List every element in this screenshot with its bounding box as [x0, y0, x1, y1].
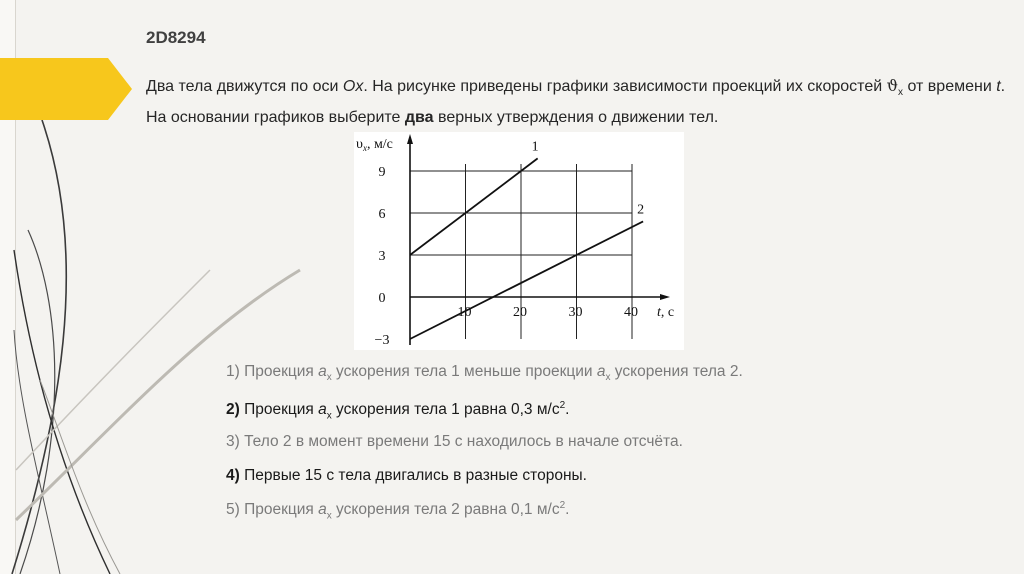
option-text: ускорения тела 2.: [610, 363, 743, 380]
y-tick-label: −3: [374, 333, 390, 348]
emphasis-two: два: [404, 109, 434, 127]
option-text: 3) Тело 2 в момент времени 15 с находилось в начале отсчёта.: [226, 433, 683, 450]
task-text-part: . На основании графиков выберите: [146, 78, 1006, 127]
option-number: 4): [226, 467, 240, 484]
chart-labels: [356, 137, 674, 348]
x-axis-label: t, с: [657, 305, 675, 320]
velocity-chart: [354, 132, 684, 350]
accel-subscript: x: [326, 410, 332, 422]
option-text: ускорения тела 1 равна 0,3 м/с: [331, 401, 560, 419]
velocity-symbol: ϑ: [886, 76, 899, 95]
option-3: [226, 433, 683, 451]
velocity-subscript: x: [898, 87, 904, 99]
x-tick-label: 10: [457, 305, 472, 320]
option-text: .: [565, 501, 570, 519]
series-label-2: 2: [637, 202, 645, 218]
task-id: 2D8294: [146, 28, 206, 47]
option-5: [226, 500, 569, 521]
y-axis-arrow: [407, 134, 413, 144]
option-text: .: [565, 401, 570, 419]
option-text: Проекция: [244, 501, 319, 519]
option-text: ускорения тела 1 меньше проекции: [331, 363, 597, 380]
task-text-part: Два тела движутся по оси: [146, 78, 343, 95]
accent-arrow: [0, 58, 132, 120]
option-text: Проекция: [239, 401, 319, 419]
option-4: [226, 467, 587, 485]
task-text-part: верных утверждения о движении тел.: [433, 109, 719, 127]
option-text: ускорения тела 2 равна 0,1 м/с: [331, 501, 560, 519]
option-number: 1): [226, 363, 245, 380]
option-text: Первые 15 с тела двигались в разные стороны.: [239, 467, 587, 484]
option-1: [226, 363, 743, 383]
x-axis-arrow: [660, 294, 670, 300]
x-tick-label: 40: [624, 305, 638, 320]
y-tick-label: 9: [378, 165, 386, 180]
unit-superscript: 2: [559, 500, 566, 511]
accel-symbol: a: [318, 501, 327, 519]
option-number: 5): [226, 501, 245, 519]
x-tick-label: 20: [513, 305, 527, 320]
x-tick-label: 30: [568, 305, 583, 320]
axis-name: Ox: [342, 78, 364, 95]
y-tick-label: 3: [378, 249, 386, 264]
y-axis-label: $\upsilon_x$, м/с: [356, 137, 393, 153]
option-text: Проекция: [244, 363, 319, 380]
accel-symbol: a: [596, 363, 606, 380]
y-tick-label: 0: [378, 291, 386, 306]
y-tick-label: 6: [378, 207, 386, 222]
unit-superscript: 2: [559, 400, 566, 411]
accel-symbol: a: [318, 401, 327, 419]
velocity-graph: [354, 132, 684, 350]
option-2: [226, 400, 569, 421]
option-number: 2): [226, 401, 240, 419]
series-line-2: [410, 221, 643, 339]
task-text-part: . На рисунке приведены графики зависимости проекций их скоростей: [363, 78, 887, 95]
accel-subscript: x: [326, 372, 332, 384]
series-label-1: 1: [531, 139, 539, 155]
accel-subscript: x: [605, 372, 611, 384]
task-statement: [146, 73, 1016, 130]
series-line-1: [410, 158, 538, 255]
accel-subscript: x: [326, 510, 332, 522]
task-text-part: от времени: [903, 78, 997, 95]
time-symbol: t: [996, 78, 1001, 95]
accel-symbol: a: [318, 363, 327, 380]
